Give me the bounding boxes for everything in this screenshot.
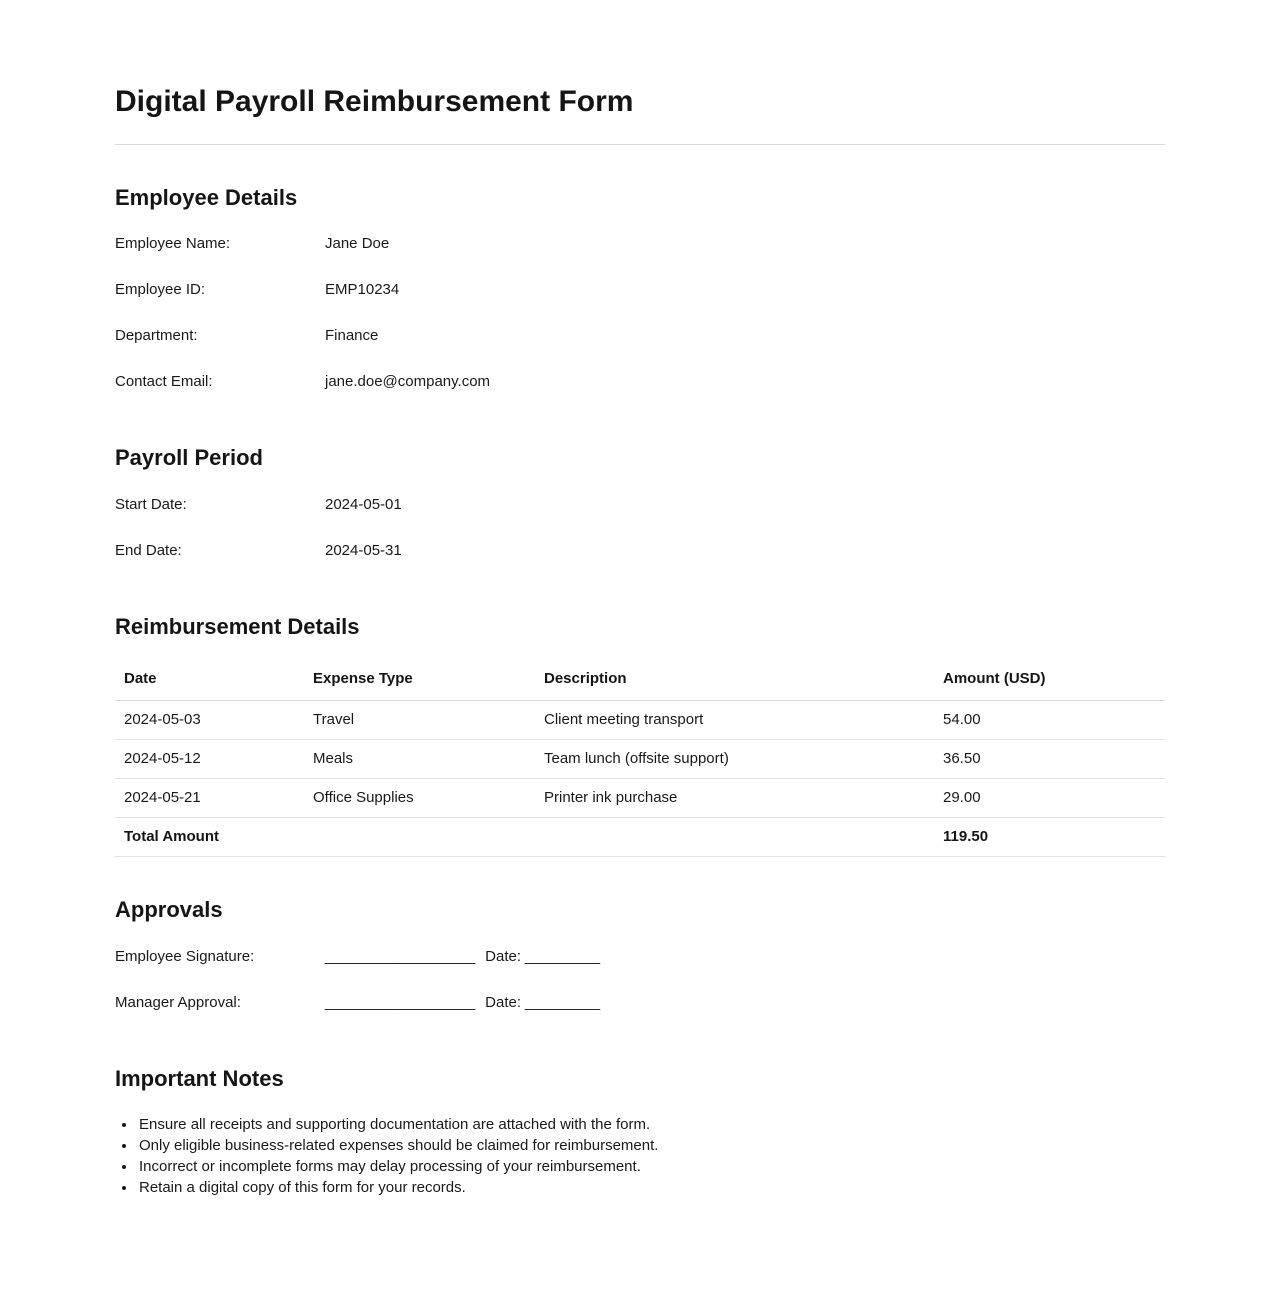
section-approvals [115, 897, 1050, 1025]
field-value: EMP10234 [325, 281, 400, 299]
table-row [115, 701, 1165, 740]
field-row-employee-id [115, 267, 1050, 313]
page-title: Digital Payroll Reimbursement Form [115, 85, 634, 118]
section-payroll-period [115, 445, 1050, 573]
section-important-notes [115, 1066, 1050, 1198]
approvals-heading: Approvals [115, 897, 223, 923]
cell-description: Printer ink purchase [535, 779, 934, 818]
total-label: Total Amount [115, 818, 304, 857]
reimbursement-details-heading: Reimbursement Details [115, 613, 360, 639]
approval-label: Employee Signature: [115, 947, 255, 965]
approval-row-manager-approval [115, 980, 1050, 1026]
signature-line: __________________ [325, 993, 476, 1011]
employee-details-heading: Employee Details [115, 185, 298, 210]
field-value: jane.doe@company.com [325, 373, 491, 391]
cell-description: Client meeting transport [535, 701, 934, 740]
cell-expense-type: Travel [304, 701, 535, 740]
table-header-row [115, 664, 1165, 701]
field-row-employee-name [115, 221, 1050, 267]
field-value: 2024-05-01 [325, 495, 402, 513]
approval-label: Manager Approval: [115, 993, 241, 1011]
field-value: Jane Doe [325, 235, 390, 253]
field-row-contact-email [115, 359, 1050, 405]
field-label: Start Date: [115, 495, 187, 513]
note-item: • Ensure all receipts and supporting documentation are attached with the form. [137, 1114, 1050, 1135]
column-header-expense-type: Expense Type [304, 664, 535, 701]
column-header-amount: Amount (USD) [934, 664, 1165, 701]
date-label: Date: [485, 947, 522, 965]
approval-row-employee-signature [115, 934, 1050, 980]
field-label: Employee Name: [115, 235, 231, 253]
field-value: Finance [325, 327, 379, 345]
cell-date: 2024-05-03 [115, 701, 304, 740]
table-total-row [115, 818, 1165, 857]
cell-amount: 54.00 [934, 701, 1165, 740]
cell-expense-type: Office Supplies [304, 779, 535, 818]
section-reimbursement-details [115, 614, 1050, 857]
date-label: Date: [485, 993, 522, 1011]
field-label: Employee ID: [115, 281, 206, 299]
empty-cell [535, 818, 934, 857]
note-item: • Retain a digital copy of this form for your records. [137, 1177, 1050, 1198]
cell-expense-type: Meals [304, 740, 535, 779]
field-label: Department: [115, 327, 198, 345]
section-employee-details [115, 185, 1050, 405]
field-label: End Date: [115, 541, 182, 559]
note-item: • Only eligible business-related expenses should be claimed for reimbursement. [137, 1135, 1050, 1156]
field-label: Contact Email: [115, 373, 213, 391]
important-notes-heading: Important Notes [115, 1065, 284, 1091]
empty-cell [304, 818, 535, 857]
table-row [115, 779, 1165, 818]
notes-list [115, 1114, 1050, 1198]
column-header-description: Description [535, 664, 934, 701]
total-value: 119.50 [934, 818, 1165, 857]
cell-amount: 36.50 [934, 740, 1165, 779]
reimbursement-table [115, 664, 1165, 857]
payroll-period-heading: Payroll Period [115, 445, 263, 471]
signature-line: __________________ [325, 947, 476, 965]
note-item: • Incorrect or incomplete forms may delay processing of your reimbursement. [137, 1156, 1050, 1177]
date-line: _________ [525, 993, 601, 1011]
cell-amount: 29.00 [934, 779, 1165, 818]
column-header-date: Date [115, 664, 304, 701]
table-row [115, 740, 1165, 779]
cell-description: Team lunch (offsite support) [535, 740, 934, 779]
field-row-department [115, 313, 1050, 359]
cell-date: 2024-05-12 [115, 740, 304, 779]
field-row-end-date [115, 528, 1050, 574]
field-value: 2024-05-31 [325, 541, 402, 559]
date-line: _________ [525, 947, 601, 965]
title-divider [115, 144, 1165, 145]
field-row-start-date [115, 482, 1050, 528]
cell-date: 2024-05-21 [115, 779, 304, 818]
